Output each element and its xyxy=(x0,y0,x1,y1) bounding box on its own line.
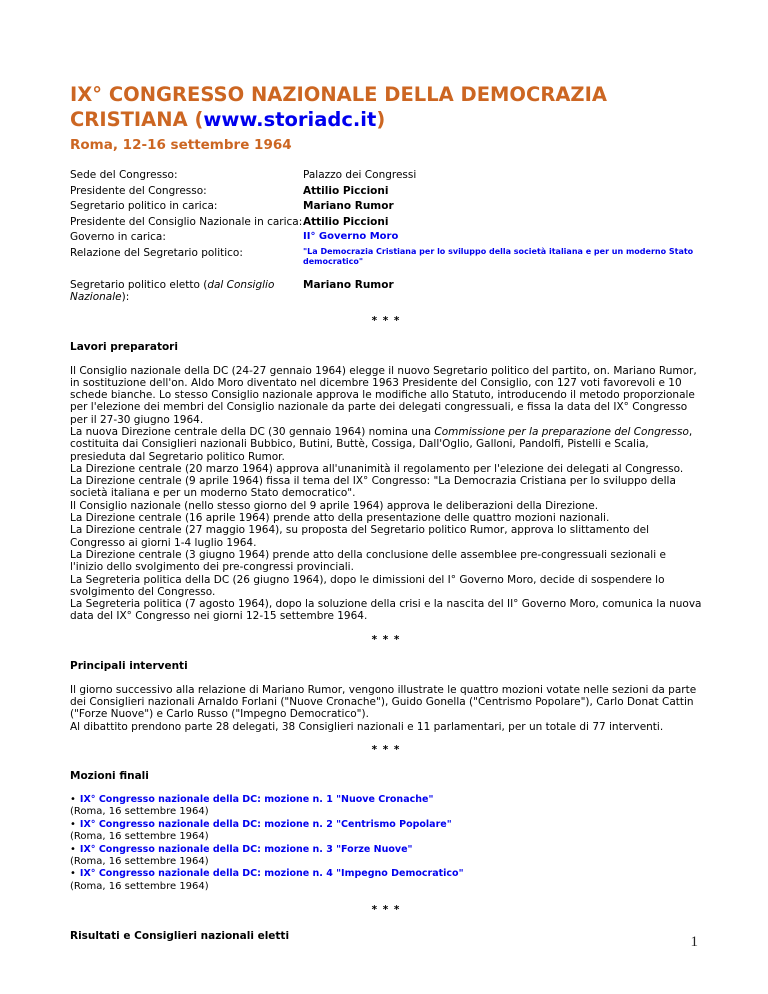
info-value: Mariano Rumor xyxy=(303,200,394,212)
heading-risultati: Risultati e Consiglieri nazionali eletti xyxy=(70,930,290,943)
info-row-segretario-eletto xyxy=(70,279,702,304)
lavori-paragraphs xyxy=(70,365,702,623)
mozione-4-date: (Roma, 16 settembre 1964) xyxy=(70,880,209,892)
section-separator: * * * xyxy=(371,633,401,646)
storiadc-link[interactable]: www.storiadc.it xyxy=(203,108,377,131)
page-title-close: ) xyxy=(376,108,386,131)
mozione-item-4 xyxy=(70,868,702,880)
mozioni-list xyxy=(70,794,702,893)
section-separator: * * * xyxy=(371,314,401,327)
heading-principali-interventi: Principali interventi xyxy=(70,659,188,672)
mozione-1-date: (Roma, 16 settembre 1964) xyxy=(70,806,209,818)
mozione-item-3 xyxy=(70,844,702,856)
mozione-3-link[interactable]: IX° Congresso nazionale della DC: mozione n. 3 "Forze Nuove" xyxy=(79,843,413,855)
paragraph: La nuova Direzione centrale della DC (30 gennaio 1964) nomina una Commissione per la preparazione del Congresso, costituita dai Consiglieri nazionali Bubbico, Butini, Buttè, Cossiga, Dall'Oglio, Galloni, Pandolfi, Pistelli e Scalia, presieduta dal Segretario politico Rumor. xyxy=(70,425,693,463)
info-label: Presidente del Congresso: xyxy=(70,184,207,197)
page-number: 1 xyxy=(690,934,698,950)
paragraph: Il giorno successivo alla relazione di Mariano Rumor, vengono illustrate le quattro mozioni votate nelle sezioni da parte dei Consiglieri nazionali Arnaldo Forlani ("Nuove Cronache"), Guido Gonella ("Centrismo Popolare"), Carlo Donat Cattin ("Forze Nuove") e Carlo Russo ("Impegno Democratico"). xyxy=(70,683,697,721)
info-label: Relazione del Segretario politico: xyxy=(70,246,243,259)
page-title-text: IX° CONGRESSO NAZIONALE DELLA DEMOCRAZIA CRISTIANA ( xyxy=(70,83,607,131)
mozione-2-link[interactable]: IX° Congresso nazionale della DC: mozione n. 2 "Centrismo Popolare" xyxy=(79,818,452,830)
heading-mozioni-finali: Mozioni finali xyxy=(70,769,149,782)
congress-dates: Roma, 12-16 settembre 1964 xyxy=(70,137,292,153)
page-title xyxy=(70,82,702,132)
heading-lavori-preparatori: Lavori preparatori xyxy=(70,340,178,353)
info-row-segretario xyxy=(70,200,702,213)
info-value: Attilio Piccioni xyxy=(303,184,389,197)
interventi-paragraphs xyxy=(70,684,702,733)
info-label: Governo in carica: xyxy=(70,231,166,243)
paragraph: La Segreteria politica della DC (26 giugno 1964), dopo le dimissioni del I° Governo Moro, decide di sospendere lo svolgimento del Congresso. xyxy=(70,573,665,598)
document-content xyxy=(70,82,702,954)
info-row-governo xyxy=(70,231,702,244)
mozione-2-date: (Roma, 16 settembre 1964) xyxy=(70,831,209,843)
paragraph: Il Consiglio nazionale (nello stesso giorno del 9 aprile 1964) approva le deliberazioni della Direzione. xyxy=(70,499,599,512)
paragraph: La Direzione centrale (27 maggio 1964), su proposta del Segretario politico Rumor, approva lo slittamento del Congresso ai giorni 1-4 luglio 1964. xyxy=(70,524,650,549)
section-separator: * * * xyxy=(371,904,401,917)
paragraph: La Direzione centrale (16 aprile 1964) prende atto della presentazione delle quattro mozioni nazionali. xyxy=(70,512,610,525)
mozione-3-date: (Roma, 16 settembre 1964) xyxy=(70,855,209,867)
paragraph: La Segreteria politica (7 agosto 1964), dopo la soluzione della crisi e la nascita del II° Governo Moro, comunica la nuova data del IX° Congresso nei giorni 12-15 settembre 1964. xyxy=(70,598,702,623)
info-value: Mariano Rumor xyxy=(303,278,394,291)
info-label: Presidente del Consiglio Nazionale in carica: xyxy=(70,215,303,228)
congress-info-table xyxy=(70,169,702,304)
info-label: Segretario politico eletto (dal Consiglio Nazionale): xyxy=(70,278,275,303)
mozione-4-link[interactable]: IX° Congresso nazionale della DC: mozione n. 4 "Impegno Democratico" xyxy=(79,868,464,880)
paragraph: La Direzione centrale (20 marzo 1964) approva all'unanimità il regolamento per l'elezione dei delegati al Congresso. xyxy=(70,462,684,475)
info-row-presidente-consiglio xyxy=(70,216,702,229)
info-label: Segretario politico in carica: xyxy=(70,200,218,212)
info-row-relazione xyxy=(70,247,702,268)
bullet-icon: • xyxy=(70,843,76,855)
section-separator: * * * xyxy=(371,743,401,756)
info-row-presidente-congresso xyxy=(70,185,702,198)
info-label: Sede del Congresso: xyxy=(70,169,178,181)
relazione-link[interactable]: "La Democrazia Cristiana per lo sviluppo della società italiana e per un moderno Stato democratico" xyxy=(303,246,694,266)
mozione-item-1 xyxy=(70,794,702,806)
info-row-sede xyxy=(70,169,702,182)
mozione-1-link[interactable]: IX° Congresso nazionale della DC: mozione n. 1 "Nuove Cronache" xyxy=(79,793,434,805)
paragraph: Al dibattito prendono parte 28 delegati, 38 Consiglieri nazionali e 11 parlamentari, per un totale di 77 interventi. xyxy=(70,720,664,733)
paragraph: Il Consiglio nazionale della DC (24-27 gennaio 1964) elegge il nuovo Segretario politico del partito, on. Mariano Rumor, in sostituzione dell'on. Aldo Moro diventato nel dicembre 1963 Presidente del Consiglio, con 127 voti favorevoli e 10 schede bianche. Lo stesso Consiglio nazionale approva le modifiche allo Statuto, introducendo il metodo proporzionale per l'elezione dei membri del Consiglio nazionale da parte dei delegati congressuali, e fissa la data del IX° Congresso per il 27-30 giugno 1964. xyxy=(70,364,697,426)
bullet-icon: • xyxy=(70,793,76,805)
governo-moro-link[interactable]: II° Governo Moro xyxy=(303,231,399,242)
bullet-icon: • xyxy=(70,818,76,830)
info-value: Attilio Piccioni xyxy=(303,215,389,228)
paragraph: La Direzione centrale (9 aprile 1964) fissa il tema del IX° Congresso: "La Democrazia Cristiana per lo sviluppo della società italiana e per un moderno Stato democratico". xyxy=(70,475,676,500)
mozione-item-2 xyxy=(70,819,702,831)
bullet-icon: • xyxy=(70,868,76,880)
paragraph: La Direzione centrale (3 giugno 1964) prende atto della conclusione delle assemblee pre-congressuali sezionali e l'inizio dello svolgimento dei pre-congressi provinciali. xyxy=(70,548,666,574)
info-value: Palazzo dei Congressi xyxy=(303,169,417,181)
